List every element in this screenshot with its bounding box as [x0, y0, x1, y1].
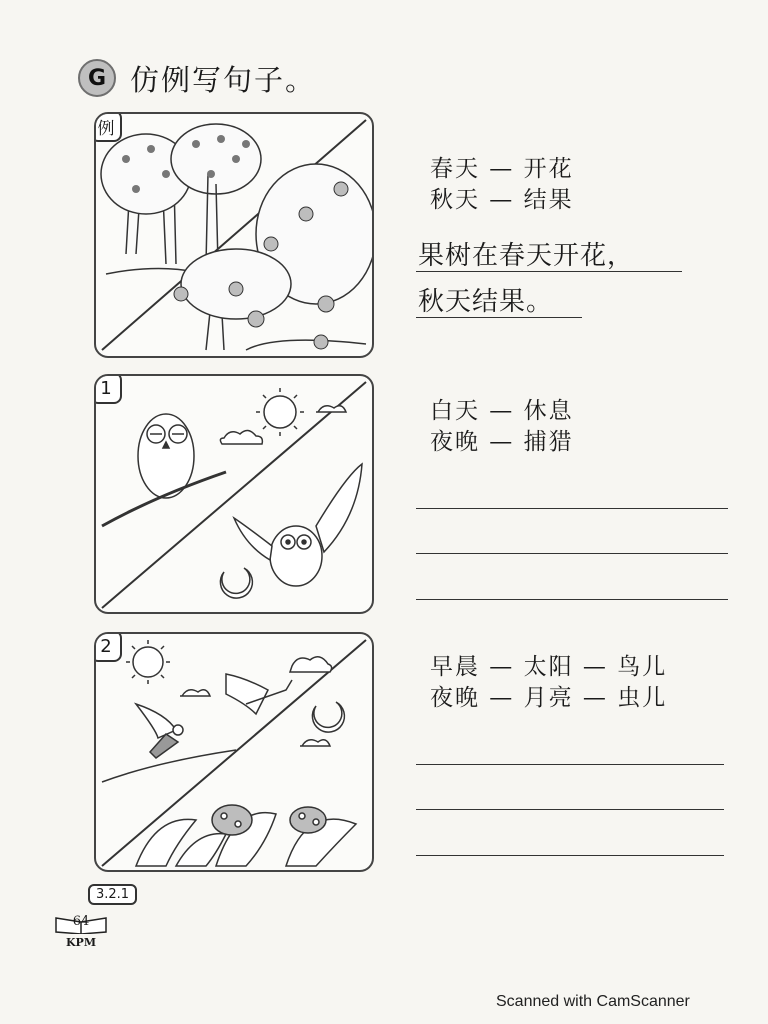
example-answer-line-1: 果树在春天开花，	[418, 241, 635, 271]
flying-owl	[234, 464, 362, 586]
answer-line[interactable]	[416, 553, 728, 554]
example-tag: 例	[94, 112, 122, 142]
answer-line[interactable]	[416, 764, 724, 765]
exercise-title: 仿例写句子。	[130, 62, 317, 97]
prompt-line: 秋天 — 结果	[430, 187, 574, 213]
example-underline	[416, 271, 682, 272]
owl-illustration	[96, 376, 372, 612]
sun-icon	[256, 388, 304, 436]
prompt-line: 春天 — 开花	[430, 156, 574, 182]
example-picture	[94, 112, 374, 358]
prompt-line: 夜晚 — 捕猎	[430, 429, 574, 455]
page-book-icon	[52, 912, 110, 949]
answer-line[interactable]	[416, 855, 724, 856]
prompt-line: 早晨 — 太阳 — 鸟儿	[430, 654, 668, 680]
sun-icon	[126, 640, 170, 684]
trees-illustration	[96, 114, 372, 356]
ladybug	[212, 805, 252, 835]
day-night-illustration	[96, 634, 372, 870]
question-number: 1	[94, 374, 122, 404]
exercise-header	[78, 58, 316, 98]
answer-line[interactable]	[416, 508, 728, 509]
answer-line[interactable]	[416, 809, 724, 810]
bird	[226, 674, 292, 714]
moon-icon	[220, 568, 252, 598]
bird	[136, 704, 183, 758]
ladybug	[290, 807, 326, 833]
question-2-picture	[94, 632, 374, 872]
question-2-prompt	[430, 652, 667, 714]
sleeping-owl	[102, 414, 226, 526]
example-prompt	[430, 154, 574, 216]
publisher-label: KPM	[65, 936, 96, 949]
answer-line[interactable]	[416, 599, 728, 600]
example-answer-line-2: 秋天结果。	[418, 287, 554, 317]
example-underline	[416, 317, 582, 318]
exercise-badge: G	[78, 59, 116, 97]
prompt-line: 夜晚 — 月亮 — 虫儿	[430, 685, 668, 711]
prompt-line: 白天 — 休息	[430, 398, 574, 424]
question-1-picture	[94, 374, 374, 614]
question-number: 2	[94, 632, 122, 662]
page-number: 64	[72, 914, 90, 929]
question-1-prompt	[430, 396, 574, 458]
scanner-watermark: Scanned with CamScanner	[496, 993, 690, 1010]
curriculum-code: 3.2.1	[88, 884, 137, 905]
moon-icon	[312, 702, 344, 732]
